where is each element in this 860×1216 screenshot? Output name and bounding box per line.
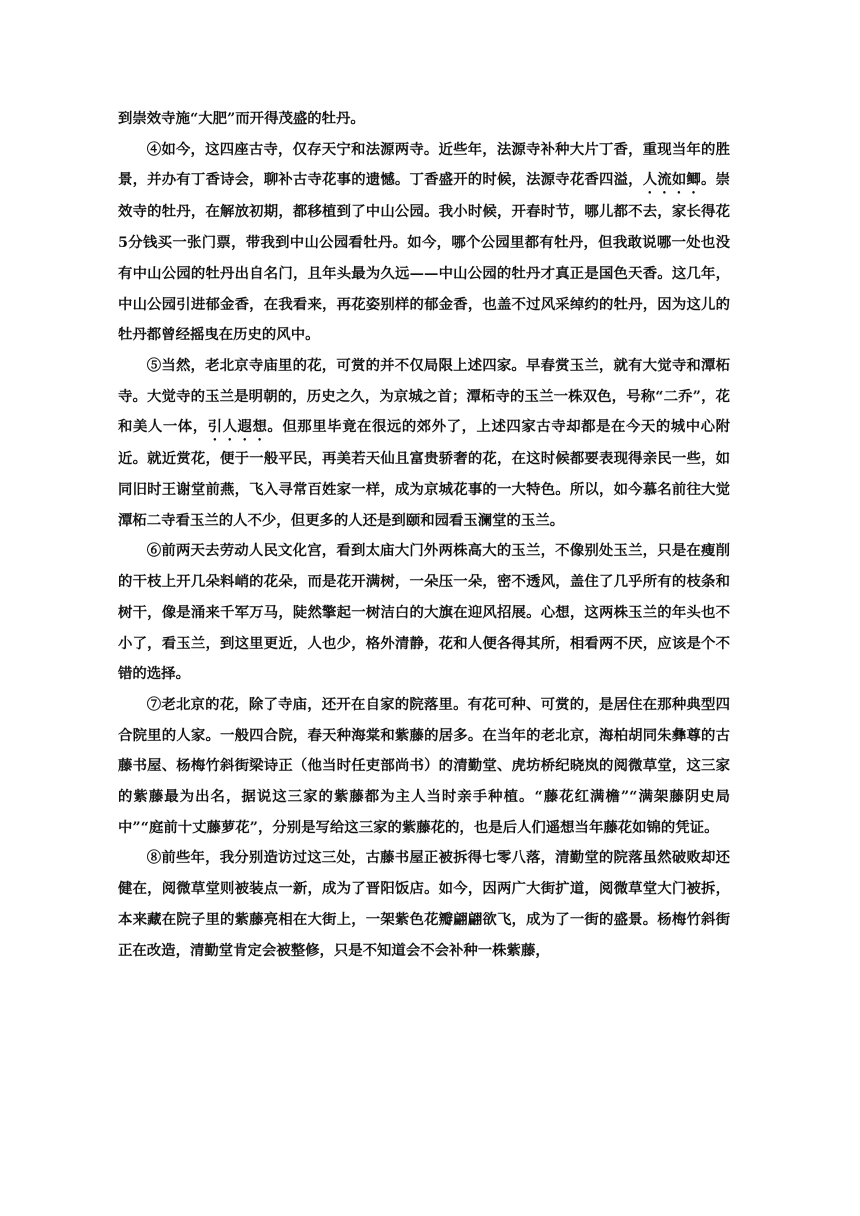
emphasized-phrase: 引人遐想 xyxy=(207,418,268,436)
emphasized-phrase: 人流如鲫 xyxy=(642,171,702,189)
paragraph-text: ⑧前些年，我分别造访过这三处，古藤书屋正被拆得七零八落，清勤堂的院落虽然破败却还健在，阅微草堂则被装点一新，成为了晋阳饭店。如今，因两广大街扩道，阅微草堂大门被拆，本来藏在院子里的紫藤亮相在大街上，一架紫色花瓣翩翩欲飞，成为了一街的盛景。杨梅竹斜街正在改造，清勤堂肯定会被整修，只是不知道会不会补种一株紫藤， xyxy=(118,849,730,959)
paragraph-5 xyxy=(118,351,730,537)
paragraph-6 xyxy=(118,536,730,690)
paragraph-text: ⑥前两天去劳动人民文化宫，看到太庙大门外两株高大的玉兰，不像别处玉兰，只是在瘦削的干枝上开几朵料峭的花朵，而是花开满树，一朵压一朵，密不透风，盖住了几乎所有的枝条和树干，像是涌来千军万马，陡然擎起一树洁白的大旗在迎风招展。心想，这两株玉兰的年头也不小了，看玉兰，到这里更近，人也少，格外清静，花和人便各得其所，相看两不厌，应该是个不错的选择。 xyxy=(118,542,730,683)
paragraph-continuation xyxy=(118,104,730,135)
paragraph-text: ⑤当然，老北京寺庙里的花，可赏的并不仅局限上述四家。早春赏玉兰，就有大觉寺和潭柘寺。大觉寺的玉兰是明朝的，历史之久，为京城之首；潭柘寺的玉兰一株双色，号称“二乔”，花和美人一体， xyxy=(118,356,730,436)
paragraph-7 xyxy=(118,690,730,844)
document-body xyxy=(118,104,730,966)
paragraph-text: ⑦老北京的花，除了寺庙，还开在自家的院落里。有花可种、可赏的，是居住在那种典型四合院里的人家。一般四合院，春天种海棠和紫藤的居多。在当年的老北京，海柏胡同朱彝尊的古藤书屋、杨梅竹斜街梁诗正（他当时任吏部尚书）的清勤堂、虎坊桥纪晓岚的阅微草堂，这三家的紫藤最为出名，据说这三家的紫藤都为主人当时亲手种植。“藤花红满檐”“满架藤阴史局中”“庭前十丈藤萝花”，分别是写给这三家的紫藤花的，也是后人们遥想当年藤花如锦的凭证。 xyxy=(118,695,730,836)
paragraph-text: 。但那里毕竟在很远的郊外了，上述四家古寺却都是在今天的城中心附近。就近赏花，便于一般平民，再美若天仙且富贵骄奢的花，在这时候都要表现得亲民一些，如同旧时王谢堂前燕，飞入寻常百姓家一样，成为京城花事的一大特色。所以，如今慕名前往大觉潭柘二寺看玉兰的人不少，但更多的人还是到颐和园看玉澜堂的玉兰。 xyxy=(118,418,730,529)
paragraph-8 xyxy=(118,843,730,966)
paragraph-text: ④如今，这四座古寺，仅存天宁和法源两寺。近些年，法源寺补种大片丁香，重现当年的胜景，并办有丁香诗会，聊补古寺花事的遗憾。丁香盛开的时候，法源寺花香四溢， xyxy=(118,140,730,189)
paragraph-text: 。崇效寺的牡丹，在解放初期，都移植到了中山公园。我小时候，开春时节，哪儿都不去，家长得花5分钱买一张门票，带我到中山公园看牡丹。如今，哪个公园里都有牡丹，但我敢说哪一处也没有中山公园的牡丹出自名门，且年头最为久远——中山公园的牡丹才真正是国色天香。这几年，中山公园引进郁金香，在我看来，再花姿别样的郁金香，也盖不过风采绰约的牡丹，因为这儿的牡丹都曾经摇曳在历史的风中。 xyxy=(118,171,730,344)
paragraph-text: 到崇效寺施“大肥”而开得茂盛的牡丹。 xyxy=(118,110,365,127)
paragraph-4 xyxy=(118,135,730,351)
